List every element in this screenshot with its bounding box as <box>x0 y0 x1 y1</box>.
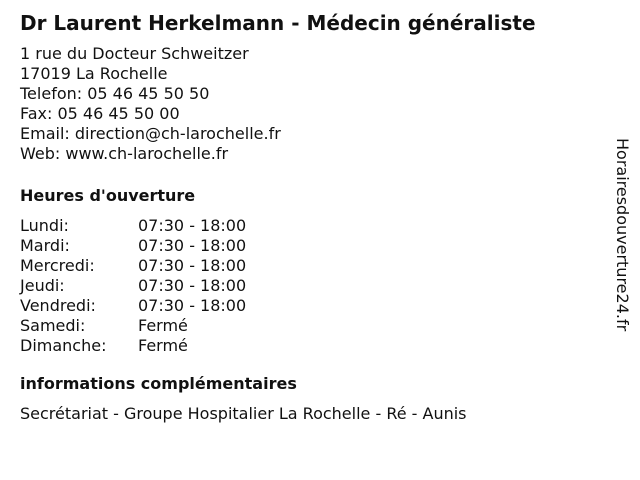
time-value: 07:30 - 18:00 <box>138 276 247 295</box>
day-label: Samedi: <box>20 316 86 335</box>
hours-row-wednesday <box>20 256 600 276</box>
page-title: Dr Laurent Herkelmann - Médecin généraliste <box>20 11 536 35</box>
fax-line: Fax: 05 46 45 50 00 <box>20 104 180 123</box>
hours-row-tuesday <box>20 236 600 256</box>
email-line: Email: direction@ch-larochelle.fr <box>20 124 281 143</box>
time-value: 07:30 - 18:00 <box>138 216 247 235</box>
time-value: 07:30 - 18:00 <box>138 236 247 255</box>
hours-row-friday <box>20 296 600 316</box>
street-line: 1 rue du Docteur Schweitzer <box>20 44 249 63</box>
day-label: Lundi: <box>20 216 69 235</box>
day-label: Mercredi: <box>20 256 95 275</box>
day-label: Dimanche: <box>20 336 107 355</box>
address-block <box>20 44 600 164</box>
web-line: Web: www.ch-larochelle.fr <box>20 144 229 163</box>
site-watermark: Horairesdouverture24.fr <box>613 138 632 332</box>
hours-row-saturday <box>20 316 600 336</box>
phone-line: Telefon: 05 46 45 50 50 <box>20 84 210 103</box>
hours-row-thursday <box>20 276 600 296</box>
hours-row-sunday <box>20 336 600 356</box>
info-heading: informations complémentaires <box>20 374 297 393</box>
day-label: Jeudi: <box>20 276 65 295</box>
day-label: Mardi: <box>20 236 70 255</box>
hours-table <box>20 216 600 356</box>
time-value: 07:30 - 18:00 <box>138 256 247 275</box>
hours-row-monday <box>20 216 600 236</box>
hours-heading: Heures d'ouverture <box>20 186 196 205</box>
time-value: 07:30 - 18:00 <box>138 296 247 315</box>
listing-card <box>20 10 600 424</box>
time-value: Fermé <box>138 316 188 335</box>
city-line: 17019 La Rochelle <box>20 64 168 83</box>
info-text: Secrétariat - Groupe Hospitalier La Rochelle - Ré - Aunis <box>20 404 467 423</box>
day-label: Vendredi: <box>20 296 96 315</box>
time-value: Fermé <box>138 336 188 355</box>
